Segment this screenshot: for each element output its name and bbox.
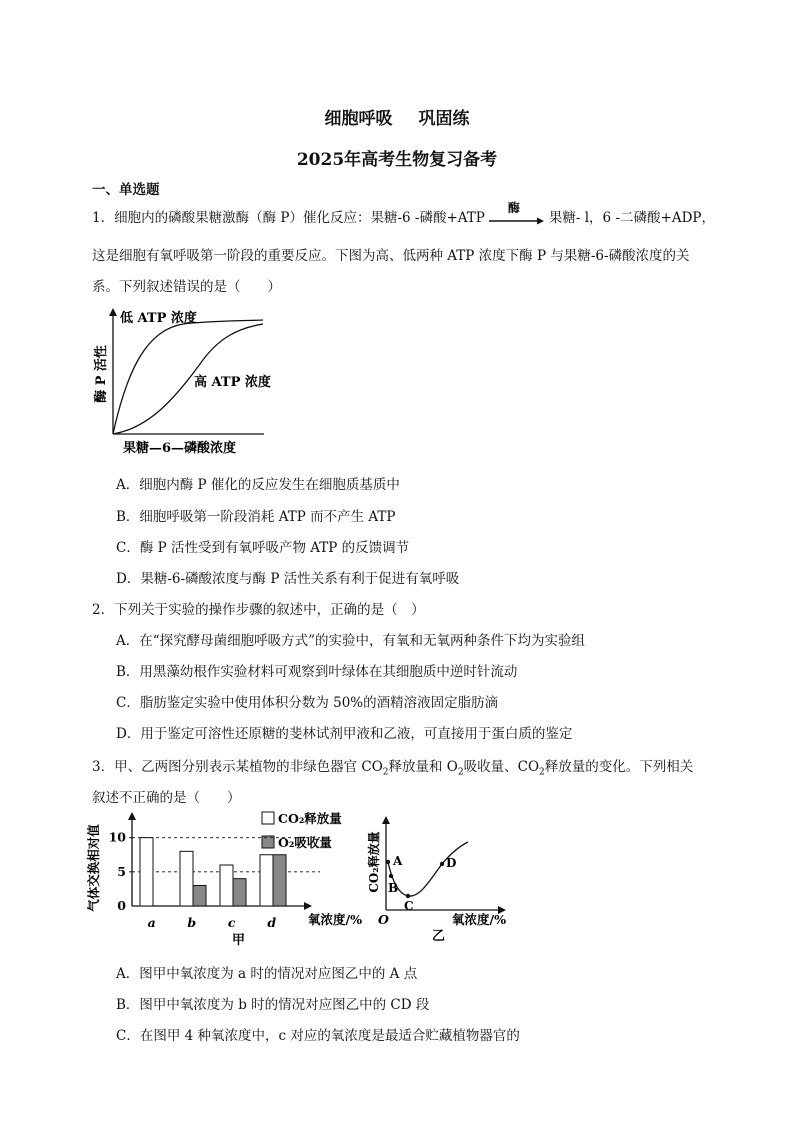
jia-bar-co2 (140, 838, 153, 906)
enzyme-arrow (489, 200, 545, 226)
jia-category-label: d (267, 915, 277, 930)
yi-point-a (386, 860, 390, 864)
q1-stem-line3: 系。下列叙述错误的是（ ） (92, 279, 281, 295)
yi-point-d (440, 862, 444, 866)
q1-stem-line1 (92, 200, 715, 226)
reaction-arrow-icon (489, 217, 545, 225)
yi-x-label: 氧浓度/% (452, 912, 506, 927)
q3-sub: 2 (457, 767, 464, 778)
jia-y-tick-label: 0 (117, 898, 126, 913)
q2-option-c: C．脂肪鉴定实验中使用体积分数为 50%的酒精溶液固定脂肪滴 (116, 695, 499, 711)
q1-figure (88, 306, 288, 458)
yi-label-d: D (446, 856, 457, 870)
yi-label-c: C (404, 899, 414, 913)
q2-option-a: A．在“探究酵母菌细胞呼吸方式”的实验中，有氧和无氧两种条件下均为实验组 (116, 633, 586, 649)
q2-stem: 2．下列关于实验的操作步骤的叙述中，正确的是（ ） (92, 602, 425, 618)
jia-category-label: b (187, 915, 197, 930)
q3-stem-b: 释放量和 O (388, 759, 458, 775)
yi-origin: O (378, 912, 389, 927)
yi-point-c (406, 894, 410, 898)
q3-sub: 2 (539, 767, 545, 778)
q3-stem-d: 释放量的变化。下列相关 (544, 759, 694, 775)
jia-y-tick-label: 10 (108, 829, 126, 845)
q1-stem-pre: 1．细胞内的磷酸果糖激酶（酶 P）催化反应：果糖-6 -磷酸+ATP (92, 210, 485, 226)
jia-y-label: 气体交换相对值 (86, 824, 101, 912)
jia-bar-o2 (193, 886, 206, 907)
q3-option-a: A．图甲中氧浓度为 a 时的情况对应图乙中的 A 点 (116, 966, 418, 982)
jia-bar-co2 (180, 851, 193, 906)
yi-point-b (389, 874, 393, 878)
title-topic: 细胞呼吸 (324, 109, 393, 129)
jia-category-label: a (147, 915, 156, 930)
jia-bar-o2 (233, 879, 246, 906)
yi-label-b: B (388, 881, 399, 895)
jia-x-label: 氧浓度/% (308, 912, 362, 927)
q3-stem-line1 (92, 755, 693, 778)
jia-category-label: c (227, 915, 236, 930)
section-heading: 一、单选题 (92, 182, 160, 198)
document-subtitle: 2025年高考生物复习备考 (296, 150, 498, 170)
q1-x-label: 果糖—6—磷酸浓度 (123, 441, 237, 456)
yi-y-arrow-icon (382, 816, 390, 824)
q1-y-arrow-icon (109, 308, 117, 316)
q3-stem-a: 3．甲、乙两图分别表示某植物的非绿色器官 CO (92, 759, 383, 775)
legend-co2-swatch (262, 812, 274, 824)
q1-option-b: B．细胞呼吸第一阶段消耗 ATP 而不产生 ATP (116, 509, 396, 525)
q3-sub: 2 (382, 767, 389, 778)
jia-bar-o2 (273, 855, 286, 906)
jia-y-arrow-icon (128, 812, 136, 820)
q3-option-b: B．图甲中氧浓度为 b 时的情况对应图乙中的 CD 段 (116, 997, 430, 1013)
jia-bar-co2 (260, 855, 273, 906)
legend-o2-label: O₂吸收量 (278, 835, 332, 850)
q2-option-b: B．用黑藻幼根作实验材料可观察到叶绿体在其细胞质中逆时针流动 (116, 664, 518, 680)
q1-stem-post: 果糖- l，6 -二磷酸+ADP， (548, 210, 715, 226)
high-atp-label: 高 ATP 浓度 (194, 375, 271, 390)
jia-x-arrow-icon (304, 902, 312, 910)
yi-label-a: A (393, 854, 403, 868)
q1-option-d: D．果糖-6-磷酸浓度与酶 P 活性关系有利于促进有氧呼吸 (116, 571, 460, 587)
jia-bar-co2 (220, 865, 233, 906)
enzyme-arrow-label: 酶 (507, 200, 520, 215)
document-title (0, 104, 794, 129)
jia-name: 甲 (232, 933, 246, 948)
q1-option-a: A．细胞内酶 P 催化的反应发生在细胞质基质中 (116, 477, 400, 493)
q3-chart-jia (88, 810, 383, 950)
legend-co2-label: CO₂释放量 (278, 811, 342, 826)
q1-option-c: C．酶 P 活性受到有氧呼吸产物 ATP 的反馈调节 (116, 540, 410, 556)
q1-stem-line2: 这是细胞有氧呼吸第一阶段的重要反应。下图为高、低两种 ATP 浓度下酶 P 与果糖-6-磷酸浓度的关 (92, 248, 690, 264)
yi-y-label: CO₂释放量 (367, 831, 381, 893)
q3-option-c: C．在图甲 4 种氧浓度中，c 对应的氧浓度是最适合贮藏植物器官的 (116, 1028, 520, 1044)
title-practice: 巩固练 (418, 109, 470, 129)
q3-chart-yi (367, 810, 528, 944)
low-atp-label: 低 ATP 浓度 (120, 311, 197, 326)
jia-y-tick-label: 5 (117, 863, 126, 879)
yi-name: 乙 (432, 929, 446, 944)
q3-stem-line2: 叙述不正确的是（ ） (92, 790, 241, 806)
q2-option-d: D．用于鉴定可溶性还原糖的斐林试剂甲液和乙液，可直接用于蛋白质的鉴定 (116, 726, 573, 742)
q1-y-label: 酶 P 活性 (94, 345, 109, 403)
q3-stem-c: 吸收量、CO (463, 759, 540, 775)
